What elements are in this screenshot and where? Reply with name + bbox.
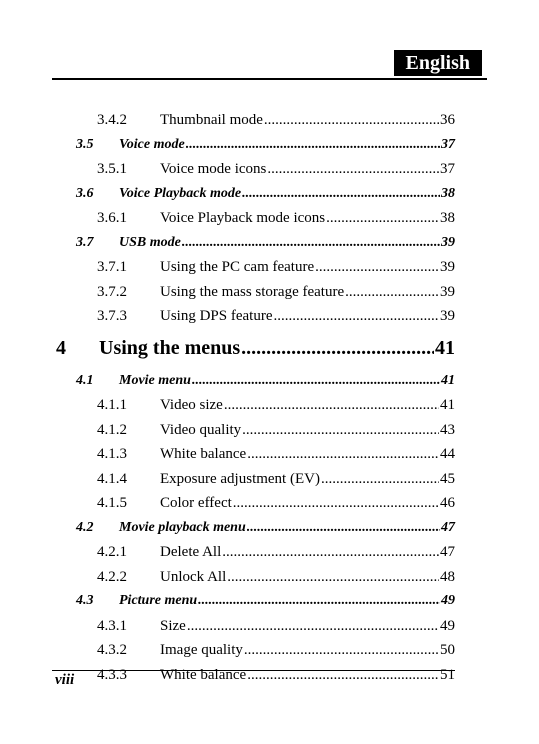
toc-entry-number: 4.3.1 <box>97 617 127 634</box>
toc-entry[interactable] <box>0 446 539 471</box>
toc-entry-title: Voice mode icons <box>160 161 267 177</box>
toc-entry[interactable] <box>0 284 539 309</box>
toc-entry-page: 39 <box>440 308 455 324</box>
toc-entry-number: 3.5 <box>76 136 94 152</box>
toc-entry-number: 4.1.1 <box>97 397 127 413</box>
toc-entry-number: 3.7.3 <box>97 308 127 324</box>
toc-entry[interactable] <box>0 618 539 643</box>
toc-entry[interactable] <box>0 642 539 667</box>
toc-entry-number: 4.2.1 <box>97 544 127 560</box>
toc-entry-page: 41 <box>441 372 455 388</box>
toc-entry-number: 4.1.3 <box>97 446 127 462</box>
dot-leader <box>233 495 439 512</box>
toc-entry-number: 3.7.1 <box>97 259 127 275</box>
toc-entry-title: White balance <box>160 446 247 462</box>
toc-entry-page: 45 <box>440 470 455 487</box>
toc-entry-title: Voice Playback mode icons <box>160 210 326 226</box>
toc-entry-number: 4 <box>56 336 66 359</box>
dot-leader <box>227 569 439 586</box>
dot-leader <box>264 112 439 129</box>
toc-entry[interactable] <box>0 337 539 371</box>
toc-entry[interactable] <box>0 112 539 137</box>
toc-entry-title: Video quality <box>160 421 242 438</box>
toc-entry-title: Delete All <box>160 544 222 560</box>
dot-leader <box>198 593 440 609</box>
toc-entry-number: 3.5.1 <box>97 161 127 177</box>
toc-entry-number: 4.2.2 <box>97 568 127 585</box>
dot-leader <box>242 186 440 202</box>
toc-entry[interactable] <box>0 373 539 398</box>
dot-leader <box>241 337 434 360</box>
dot-leader <box>247 446 439 463</box>
toc-entry-title: Using the mass storage feature <box>160 283 345 300</box>
toc-entry-page: 36 <box>440 112 455 128</box>
toc-entry-page: 39 <box>440 283 455 300</box>
dot-leader <box>267 161 439 178</box>
toc-entry-page: 49 <box>440 617 455 634</box>
toc-entry-title: Thumbnail mode <box>160 112 263 128</box>
toc-entry-page: 46 <box>440 495 455 511</box>
dot-leader <box>345 284 439 301</box>
toc-entry-page: 37 <box>440 161 455 177</box>
toc-entry[interactable] <box>0 495 539 520</box>
toc-entry-title: Voice mode <box>119 136 185 152</box>
toc-entry-page: 44 <box>440 446 455 462</box>
toc-entry-title: Movie playback menu <box>119 519 246 535</box>
footer-page-number: viii <box>55 672 75 688</box>
toc-entry-title: Using the PC cam feature <box>160 259 315 275</box>
toc-entry-number: 3.7 <box>76 234 94 250</box>
toc-entry-page: 47 <box>441 519 455 535</box>
toc-entry-title: Video size <box>160 397 223 413</box>
toc-entry[interactable] <box>0 520 539 545</box>
table-of-contents <box>0 112 539 691</box>
toc-entry-title: Size <box>160 617 186 634</box>
toc-entry-number: 4.3.3 <box>97 666 127 683</box>
toc-entry-page: 38 <box>440 210 455 226</box>
toc-entry-number: 3.7.2 <box>97 283 127 300</box>
toc-entry-title: Image quality <box>160 642 243 658</box>
toc-entry-title: Color effect <box>160 495 232 511</box>
toc-entry[interactable] <box>0 544 539 569</box>
toc-entry-number: 3.6 <box>76 185 94 201</box>
toc-entry[interactable] <box>0 471 539 496</box>
dot-leader <box>187 618 439 635</box>
toc-entry[interactable] <box>0 569 539 594</box>
toc-entry-page: 47 <box>440 544 455 560</box>
dot-leader <box>186 137 440 153</box>
header-rule <box>52 78 487 80</box>
toc-entry-page: 51 <box>440 666 455 683</box>
toc-entry-number: 4.3.2 <box>97 642 127 658</box>
toc-entry-page: 38 <box>441 185 455 201</box>
dot-leader <box>321 471 439 488</box>
toc-entry[interactable] <box>0 161 539 186</box>
toc-entry-number: 4.1 <box>76 372 94 388</box>
dot-leader <box>315 259 439 276</box>
dot-leader <box>326 210 439 227</box>
toc-entry-page: 43 <box>440 421 455 438</box>
toc-entry[interactable] <box>0 210 539 235</box>
toc-entry[interactable] <box>0 186 539 211</box>
toc-entry-number: 3.6.1 <box>97 210 127 226</box>
dot-leader <box>182 235 440 251</box>
toc-entry[interactable] <box>0 259 539 284</box>
dot-leader <box>247 520 440 536</box>
toc-entry-page: 39 <box>441 234 455 250</box>
toc-entry-page: 48 <box>440 568 455 585</box>
toc-entry-page: 50 <box>440 642 455 658</box>
toc-entry-number: 4.1.5 <box>97 495 127 511</box>
toc-entry-title: Picture menu <box>119 593 198 608</box>
toc-entry[interactable] <box>0 422 539 447</box>
toc-entry-title: Movie menu <box>119 372 191 388</box>
toc-entry-number: 3.4.2 <box>97 112 127 128</box>
dot-leader <box>222 544 439 561</box>
toc-entry-page: 49 <box>441 593 455 608</box>
toc-entry[interactable] <box>0 593 539 618</box>
language-badge: English <box>394 50 482 76</box>
toc-entry-number: 4.1.4 <box>97 470 127 487</box>
dot-leader <box>192 373 440 389</box>
footer-rule <box>52 670 455 671</box>
toc-entry-page: 39 <box>440 259 455 275</box>
dot-leader <box>242 422 439 439</box>
toc-entry-number: 4.2 <box>76 519 94 535</box>
toc-entry-number: 4.1.2 <box>97 421 127 438</box>
toc-entry-page: 41 <box>435 336 455 359</box>
dot-leader <box>224 397 439 414</box>
toc-entry-page: 37 <box>441 136 455 152</box>
toc-entry[interactable] <box>0 137 539 162</box>
toc-entry[interactable] <box>0 235 539 260</box>
toc-entry-title: Using DPS feature <box>160 308 273 324</box>
toc-entry-page: 41 <box>440 397 455 413</box>
dot-leader <box>274 308 440 325</box>
toc-entry-number: 4.3 <box>76 593 94 608</box>
dot-leader <box>244 642 439 659</box>
toc-entry-title: USB mode <box>119 234 181 250</box>
toc-entry-title: White balance <box>160 666 247 683</box>
toc-entry[interactable] <box>0 397 539 422</box>
toc-entry-title: Voice Playback mode <box>119 185 242 201</box>
toc-entry[interactable] <box>0 308 539 333</box>
toc-entry-title: Unlock All <box>160 568 227 585</box>
toc-entry-title: Exposure adjustment (EV) <box>160 470 320 487</box>
toc-entry-title: Using the menus <box>99 336 241 359</box>
